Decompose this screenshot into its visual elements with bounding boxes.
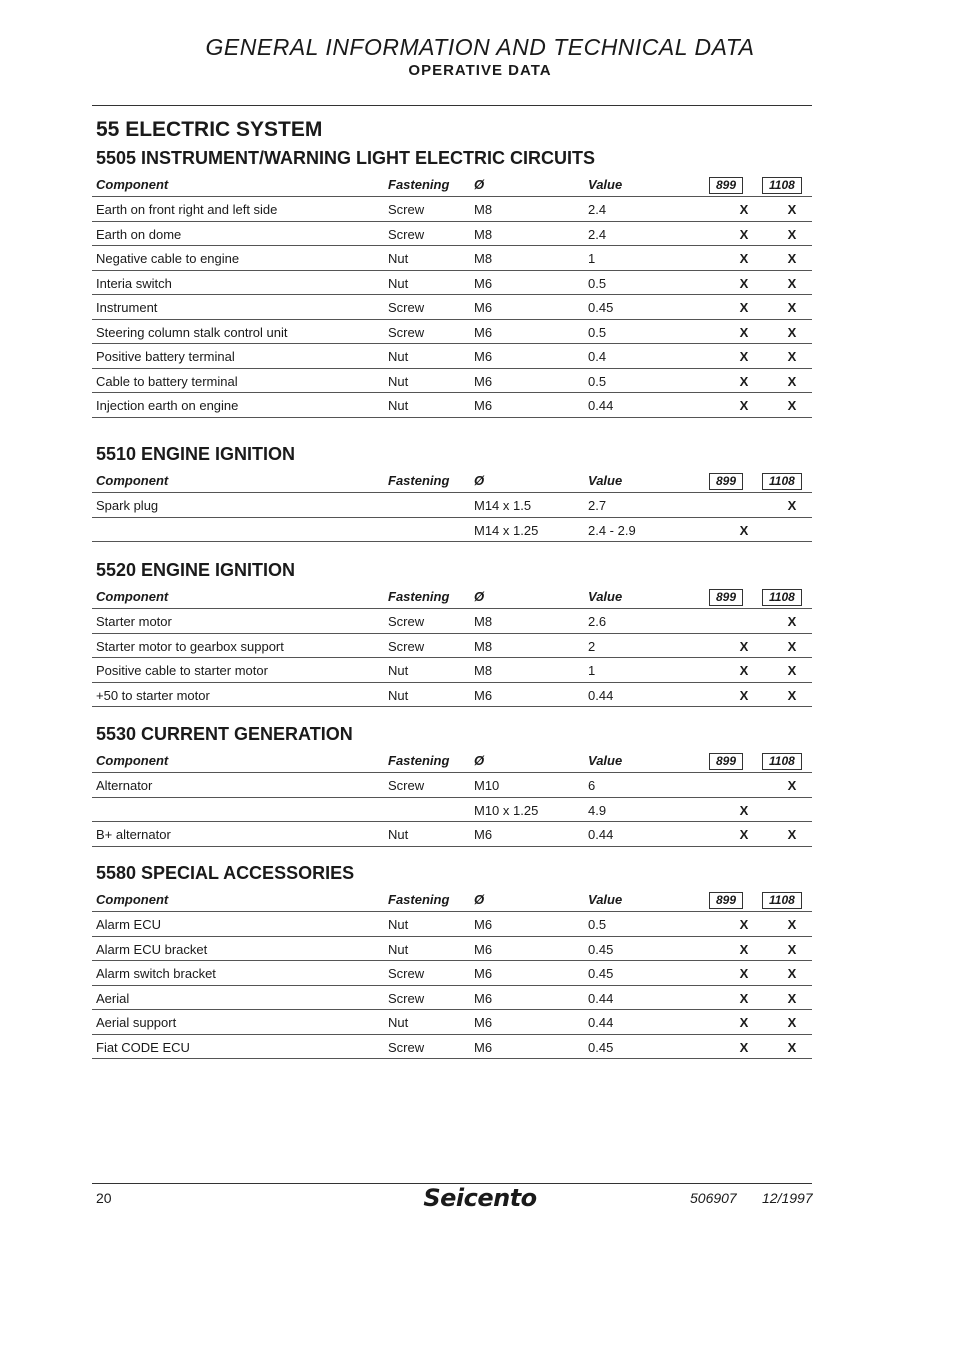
cell-value: 0.45: [588, 941, 614, 957]
column-header-component: Component: [96, 892, 169, 907]
cell-value: 0.44: [588, 827, 614, 842]
table-row: [92, 658, 812, 683]
column-header-diameter: Ø: [474, 892, 485, 907]
column-header-component: Component: [96, 589, 169, 604]
cell-fastening: Nut: [388, 941, 409, 957]
table-row: [92, 822, 812, 847]
spec-table: [92, 587, 812, 707]
cell-diameter: M6: [474, 373, 493, 389]
cell-model-1108: X: [787, 498, 797, 513]
cell-model-1108: X: [787, 638, 797, 654]
cell-model-899: X: [739, 827, 749, 842]
cell-model-899: X: [739, 917, 749, 932]
column-header-component: Component: [96, 473, 169, 488]
column-header-value: Value: [588, 177, 623, 192]
cell-value: 0.44: [588, 687, 614, 703]
cell-model-899: X: [739, 1039, 749, 1055]
cell-value: 0.45: [588, 300, 614, 315]
section-title: 5520 ENGINE IGNITION: [96, 560, 296, 580]
cell-diameter: M14 x 1.25: [474, 522, 539, 538]
cell-component: Starter motor to gearbox support: [96, 638, 284, 654]
column-header-fastening: Fastening: [388, 892, 450, 907]
section-title: 5505 INSTRUMENT/WARNING LIGHT ELECTRIC CIRCUITS: [96, 148, 596, 168]
cell-model-1108: X: [787, 687, 797, 703]
table-row: [92, 271, 812, 296]
cell-model-899: X: [739, 522, 749, 538]
cell-model-899: X: [739, 324, 749, 340]
cell-value: 2.6: [588, 614, 607, 629]
cell-model-1108: X: [787, 966, 797, 981]
cell-component: Spark plug: [96, 498, 159, 513]
cell-component: Positive cable to starter motor: [96, 663, 268, 678]
cell-diameter: M6: [474, 324, 493, 340]
spec-table: [92, 751, 812, 847]
table-row: [92, 393, 812, 418]
model-1108-badge: 1108: [762, 177, 802, 194]
column-header-value: Value: [588, 589, 623, 604]
cell-model-1108: X: [787, 990, 797, 1006]
cell-fastening: Screw: [388, 966, 425, 981]
table-row: [92, 937, 812, 962]
cell-model-1108: X: [787, 251, 797, 266]
cell-model-1108: X: [787, 349, 797, 364]
table-row: [92, 798, 812, 823]
cell-fastening: Screw: [388, 202, 425, 217]
cell-model-1108: X: [787, 1015, 797, 1030]
cell-component: Earth on dome: [96, 226, 182, 242]
spec-table: [92, 175, 812, 418]
column-header-fastening: Fastening: [388, 473, 450, 488]
cell-value: 2.4: [588, 226, 607, 242]
column-header-diameter: Ø: [474, 177, 485, 192]
cell-model-1108: X: [787, 941, 797, 957]
model-899-badge: 899: [709, 589, 743, 606]
cell-value: 1: [588, 251, 596, 266]
table-row: [92, 222, 812, 247]
cell-component: Alarm switch bracket: [96, 966, 216, 981]
cell-diameter: M6: [474, 966, 493, 981]
cell-diameter: M6: [474, 1039, 493, 1055]
model-1108-badge: 1108: [762, 892, 802, 909]
cell-value: 0.44: [588, 398, 614, 413]
model-899-badge: 899: [709, 177, 743, 194]
brand-logo: Seicento: [423, 1184, 537, 1212]
cell-diameter: M6: [474, 990, 493, 1006]
column-header-fastening: Fastening: [388, 753, 450, 768]
cell-model-1108: X: [787, 1039, 797, 1055]
cell-model-899: X: [739, 398, 749, 413]
main-section-title: 55 ELECTRIC SYSTEM: [96, 118, 323, 141]
cell-value: 0.5: [588, 324, 607, 340]
cell-fastening: Nut: [388, 1015, 409, 1030]
cell-diameter: M6: [474, 300, 493, 315]
cell-fastening: Screw: [388, 226, 425, 242]
cell-value: 0.5: [588, 275, 607, 291]
header-divider: [92, 105, 812, 106]
cell-diameter: M6: [474, 687, 493, 703]
table-row: [92, 912, 812, 937]
model-1108-badge: 1108: [762, 473, 802, 490]
cell-component: Starter motor: [96, 614, 172, 629]
table-row: [92, 961, 812, 986]
page-title: GENERAL INFORMATION AND TECHNICAL DATA: [205, 34, 755, 60]
table-header-row: [92, 587, 812, 609]
cell-fastening: Nut: [388, 827, 409, 842]
model-899-badge: 899: [709, 473, 743, 490]
cell-model-899: X: [739, 373, 749, 389]
cell-diameter: M6: [474, 275, 493, 291]
table-row: [92, 320, 812, 345]
column-header-fastening: Fastening: [388, 589, 450, 604]
cell-model-1108: X: [787, 614, 797, 629]
cell-fastening: Screw: [388, 324, 425, 340]
cell-component: Alternator: [96, 778, 153, 793]
cell-model-899: X: [739, 226, 749, 242]
cell-model-899: X: [739, 802, 749, 818]
cell-component: Steering column stalk control unit: [96, 324, 288, 340]
table-row: [92, 986, 812, 1011]
cell-diameter: M8: [474, 663, 493, 678]
cell-fastening: Nut: [388, 687, 409, 703]
model-1108-badge: 1108: [762, 589, 802, 606]
section-title: 5510 ENGINE IGNITION: [96, 444, 296, 464]
cell-fastening: Screw: [388, 990, 425, 1006]
column-header-diameter: Ø: [474, 753, 485, 768]
cell-fastening: Nut: [388, 917, 409, 932]
cell-model-899: X: [739, 663, 749, 678]
table-row: [92, 683, 812, 708]
page-subtitle: OPERATIVE DATA: [408, 62, 552, 79]
column-header-diameter: Ø: [474, 473, 485, 488]
column-header-value: Value: [588, 892, 623, 907]
cell-diameter: M6: [474, 941, 493, 957]
cell-component: Negative cable to engine: [96, 251, 240, 266]
model-899-badge: 899: [709, 892, 743, 909]
cell-diameter: M6: [474, 917, 493, 932]
cell-component: Injection earth on engine: [96, 398, 239, 413]
cell-model-899: X: [739, 638, 749, 654]
cell-model-1108: X: [787, 202, 797, 217]
cell-diameter: M6: [474, 398, 493, 413]
cell-diameter: M8: [474, 202, 493, 217]
cell-model-899: X: [739, 966, 749, 981]
cell-component: Earth on front right and left side: [96, 202, 278, 217]
cell-component: B+ alternator: [96, 827, 171, 842]
cell-component: Alarm ECU bracket: [96, 941, 208, 957]
column-header-component: Component: [96, 753, 169, 768]
cell-component: +50 to starter motor: [96, 687, 210, 703]
table-header-row: [92, 890, 812, 912]
cell-fastening: Nut: [388, 373, 409, 389]
cell-model-899: X: [739, 202, 749, 217]
cell-model-1108: X: [787, 226, 797, 242]
spec-table: [92, 890, 812, 1059]
column-header-component: Component: [96, 177, 169, 192]
cell-model-899: X: [739, 251, 749, 266]
cell-model-1108: X: [787, 663, 797, 678]
cell-diameter: M8: [474, 614, 493, 629]
cell-fastening: Nut: [388, 398, 409, 413]
cell-value: 2.4 - 2.9: [588, 522, 636, 538]
column-header-fastening: Fastening: [388, 177, 450, 192]
spec-table: [92, 471, 812, 542]
cell-model-899: X: [739, 941, 749, 957]
cell-fastening: Screw: [388, 778, 425, 793]
cell-value: 1: [588, 663, 596, 678]
cell-component: Aerial: [96, 990, 130, 1006]
cell-diameter: M8: [474, 251, 493, 266]
table-row: [92, 369, 812, 394]
cell-diameter: M8: [474, 226, 493, 242]
cell-diameter: M10: [474, 778, 500, 793]
cell-value: 0.44: [588, 990, 614, 1006]
cell-model-1108: X: [787, 827, 797, 842]
table-row: [92, 295, 812, 320]
cell-fastening: Screw: [388, 1039, 425, 1055]
cell-diameter: M6: [474, 349, 493, 364]
cell-model-1108: X: [787, 778, 797, 793]
cell-diameter: M10 x 1.25: [474, 802, 539, 818]
cell-model-1108: X: [787, 373, 797, 389]
cell-fastening: Nut: [388, 275, 409, 291]
section-title: 5530 CURRENT GENERATION: [96, 724, 353, 744]
table-row: [92, 609, 812, 634]
cell-fastening: Screw: [388, 300, 425, 315]
column-header-diameter: Ø: [474, 589, 485, 604]
cell-diameter: M6: [474, 827, 493, 842]
page-number: 20: [96, 1190, 112, 1206]
cell-value: 6: [588, 778, 596, 793]
model-1108-badge: 1108: [762, 753, 802, 770]
cell-component: Aerial support: [96, 1015, 177, 1030]
document-date: 12/1997: [762, 1190, 813, 1206]
table-row: [92, 1010, 812, 1035]
column-header-value: Value: [588, 473, 623, 488]
document-reference: 506907: [690, 1190, 737, 1206]
cell-model-1108: X: [787, 324, 797, 340]
cell-fastening: Nut: [388, 663, 409, 678]
table-row: [92, 197, 812, 222]
cell-model-899: X: [739, 300, 749, 315]
cell-value: 0.45: [588, 1039, 614, 1055]
cell-model-899: X: [739, 687, 749, 703]
cell-fastening: Nut: [388, 349, 409, 364]
cell-value: 0.5: [588, 917, 607, 932]
cell-diameter: M6: [474, 1015, 493, 1030]
cell-fastening: Nut: [388, 251, 409, 266]
cell-fastening: Screw: [388, 614, 425, 629]
column-header-value: Value: [588, 753, 623, 768]
section-title: 5580 SPECIAL ACCESSORIES: [96, 863, 355, 883]
table-header-row: [92, 175, 812, 197]
cell-component: Positive battery terminal: [96, 349, 235, 364]
table-row: [92, 344, 812, 369]
page-header: [0, 34, 960, 79]
table-row: [92, 493, 812, 518]
cell-component: Interia switch: [96, 275, 172, 291]
cell-value: 0.5: [588, 373, 607, 389]
table-header-row: [92, 751, 812, 773]
cell-component: Cable to battery terminal: [96, 373, 238, 389]
table-row: [92, 518, 812, 543]
cell-model-899: X: [739, 990, 749, 1006]
cell-model-899: X: [739, 1015, 749, 1030]
cell-value: 2: [588, 638, 596, 654]
cell-diameter: M8: [474, 638, 493, 654]
cell-value: 2.7: [588, 498, 607, 513]
table-row: [92, 773, 812, 798]
table-row: [92, 1035, 812, 1060]
cell-diameter: M14 x 1.5: [474, 498, 532, 513]
cell-value: 4.9: [588, 802, 607, 818]
model-899-badge: 899: [709, 753, 743, 770]
cell-component: Fiat CODE ECU: [96, 1039, 190, 1055]
cell-value: 0.4: [588, 349, 607, 364]
cell-model-1108: X: [787, 300, 797, 315]
cell-component: Instrument: [96, 300, 158, 315]
cell-model-1108: X: [787, 275, 797, 291]
table-header-row: [92, 471, 812, 493]
table-row: [92, 634, 812, 659]
cell-value: 2.4: [588, 202, 607, 217]
cell-model-1108: X: [787, 917, 797, 932]
cell-model-1108: X: [787, 398, 797, 413]
cell-value: 0.44: [588, 1015, 614, 1030]
cell-model-899: X: [739, 349, 749, 364]
cell-model-899: X: [739, 275, 749, 291]
cell-value: 0.45: [588, 966, 614, 981]
cell-component: Alarm ECU: [96, 917, 162, 932]
table-row: [92, 246, 812, 271]
cell-fastening: Screw: [388, 638, 425, 654]
